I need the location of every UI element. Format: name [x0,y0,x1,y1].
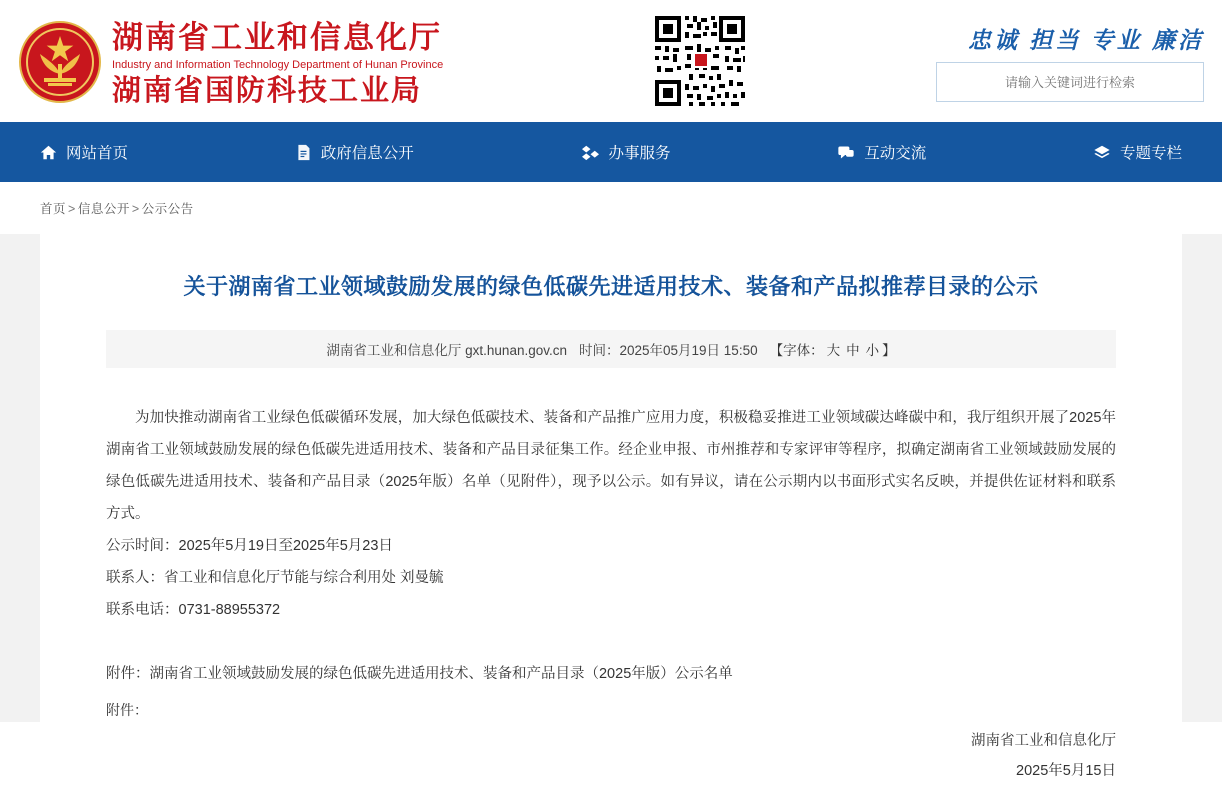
breadcrumb-item-home[interactable]: 首页 [40,202,67,216]
home-icon [40,144,57,161]
nav-item-home[interactable] [40,141,128,163]
breadcrumb-separator-1: > [68,202,76,216]
service-icon [581,144,600,161]
article-source: 湖南省工业和信息化厅 gxt.hunan.gov.cn [326,343,567,358]
slogan: 忠诚 担当 专业 廉洁 [967,27,1204,53]
font-size-small[interactable]: 小 [865,343,880,358]
main-nav [0,122,1222,182]
article-time: 时间：2025年05月19日 15:50 [578,343,758,358]
signature-org: 湖南省工业和信息化厅 [971,733,1116,749]
nav-item-services[interactable] [581,141,671,163]
breadcrumb-item-info[interactable]: 信息公开 [77,202,130,216]
national-emblem-icon [18,20,102,104]
article-signature [106,726,1116,786]
article-card [40,234,1182,779]
nav-item-gov-info-label: 政府信息公开 [320,145,414,162]
layers-icon [1093,144,1111,161]
body-spacer [106,626,1116,658]
page-title: 关于湖南省工业领域鼓励发展的绿色低碳先进适用技术、装备和产品拟推荐目录的公示 [183,274,1039,299]
qr-code-icon [653,14,747,108]
signature-date: 2025年5月15日 [1016,763,1116,779]
article-body [106,402,1116,690]
article-paragraph-4: 联系电话：0731-88955372 [106,602,281,618]
font-size-large[interactable]: 大 [826,343,841,358]
font-size-control [770,339,896,359]
search-box[interactable] [936,62,1204,102]
site-header [0,0,1222,122]
font-size-label-end: 】 [882,343,896,358]
nav-item-home-label: 网站首页 [66,145,129,162]
org-name-cn: 湖南省工业和信息化厅 [112,20,442,55]
article-paragraph-2: 公示时间：2025年5月19日至2025年5月23日 [106,538,393,554]
article-paragraph-1: 为加快推动湖南省工业绿色低碳循环发展，加大绿色低碳技术、装备和产品推广应用力度，积极稳妥推进工业领域碳达峰碳中和，我厅组织开展了2025年湖南省工业领域鼓励发展的绿色低碳先进适用技术、装备和产品目录征集工作。经企业申报、市州推荐和专家评审等程序，拟确定湖南省工业领域鼓励发展的绿色低碳先进适用技术、装备和产品目录（2025年版）名单（见附件），现予以公示。如有异议，请在公示期内以书面形式实名反映，并提供佐证材料和联系方式。 [106,410,1116,522]
org-name-en: Industry and Information Technology Department of Hunan Province [112,59,444,71]
search-input[interactable] [937,63,1203,101]
nav-item-services-label: 办事服务 [608,145,671,162]
article-paragraph-3: 联系人：省工业和信息化厅节能与综合利用处 刘曼毓 [106,570,444,586]
font-size-medium[interactable]: 中 [846,343,860,358]
article-attachment-link[interactable]: 附件：湖南省工业领域鼓励发展的绿色低碳先进适用技术、装备和产品目录（2025年版）公示名单 [106,666,733,682]
document-icon [295,144,312,161]
org-name-cn-secondary: 湖南省国防科技工业局 [112,75,423,107]
font-size-label: 【字体： [769,343,824,358]
attachment-footer-label: 附件： [106,702,148,718]
nav-item-interaction[interactable] [837,141,926,163]
nav-item-topics-label: 专题专栏 [1120,145,1183,162]
breadcrumb-separator-2: > [131,202,140,216]
content-background [0,234,1222,779]
nav-item-gov-info[interactable] [295,141,414,163]
org-titles [112,20,443,108]
breadcrumb-bar [0,182,1222,234]
breadcrumb [40,199,194,217]
nav-item-topics[interactable] [1093,141,1182,163]
chat-icon [837,144,855,161]
article-meta-bar [106,330,1116,368]
breadcrumb-item-notice[interactable]: 公示公告 [141,202,194,216]
nav-item-interaction-label: 互动交流 [864,145,927,162]
